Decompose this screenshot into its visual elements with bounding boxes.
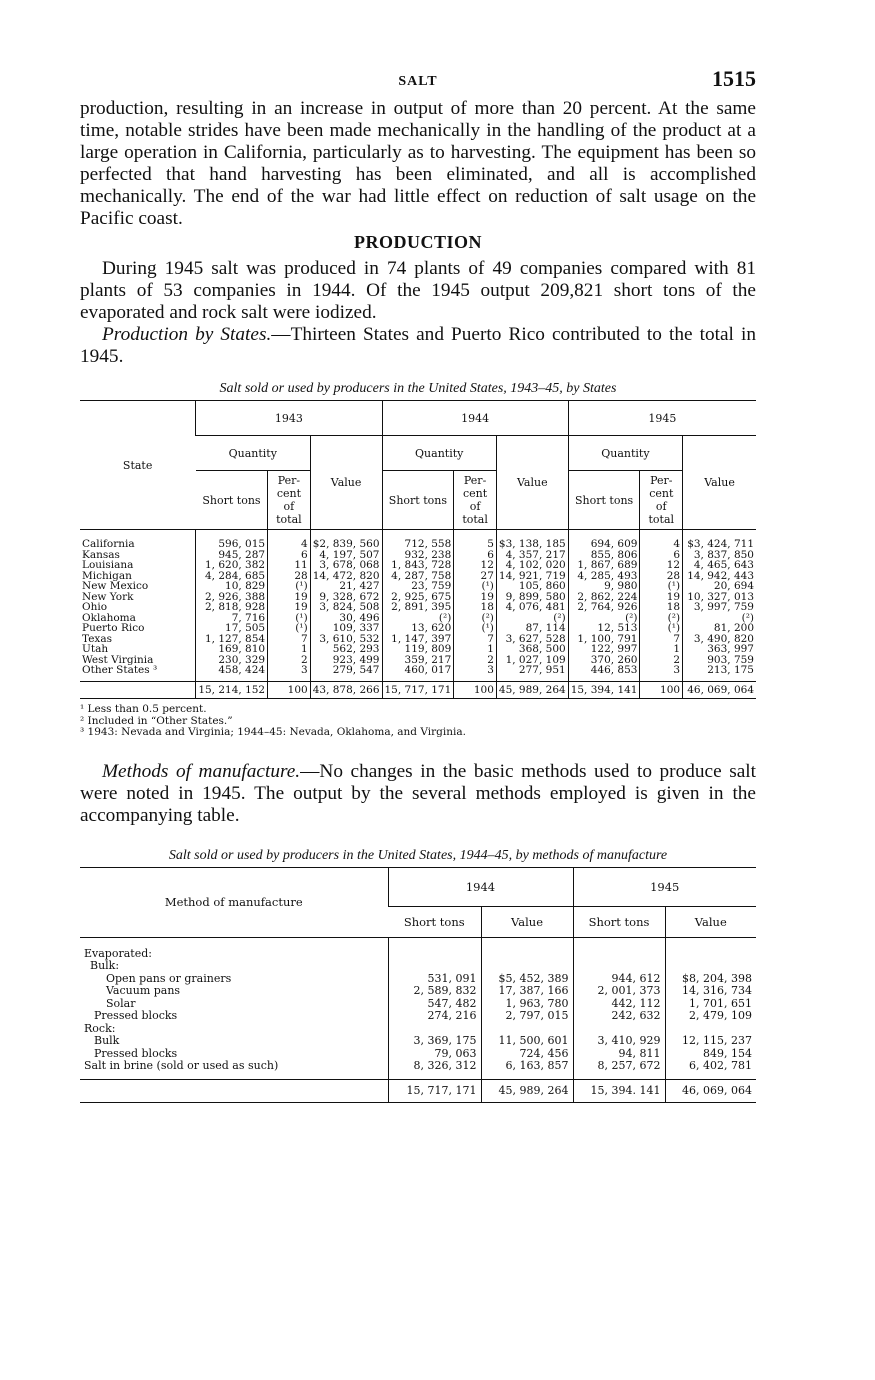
table-cell: 2, 818, 928 xyxy=(196,602,268,613)
table-cell: 6 xyxy=(454,550,497,561)
table-cell: (²) xyxy=(640,613,683,624)
total-label xyxy=(80,681,196,699)
table-cell: $5, 452, 389 xyxy=(481,973,573,986)
total-row xyxy=(80,1079,756,1103)
table-cell: 10, 327, 013 xyxy=(683,592,756,603)
table-cell: 2, 764, 926 xyxy=(568,602,640,613)
table-cell: 21, 427 xyxy=(310,581,382,592)
table-row xyxy=(80,530,756,550)
table-cell: 87, 114 xyxy=(496,623,568,634)
state-name: Oklahoma xyxy=(82,611,136,624)
table-cell: $3, 424, 711 xyxy=(683,530,756,550)
table-cell: 2, 862, 224 xyxy=(568,592,640,603)
state-name: Michigan xyxy=(82,569,132,582)
year-header: 1944 xyxy=(382,401,568,436)
table-cell: 368, 500 xyxy=(496,644,568,655)
table-cell: (¹) xyxy=(454,581,497,592)
table-row xyxy=(80,985,756,998)
total-cell: 15, 394. 141 xyxy=(573,1079,665,1103)
short-tons-header: Short tons xyxy=(196,471,268,530)
short-tons-header: Short tons xyxy=(388,906,481,937)
table-cell: 8, 326, 312 xyxy=(388,1060,481,1079)
table-cell: 849, 154 xyxy=(665,1048,756,1061)
table-cell: 4, 197, 507 xyxy=(310,550,382,561)
table-cell xyxy=(665,937,756,960)
table-cell: 3, 678, 068 xyxy=(310,560,382,571)
table1-caption: Salt sold or used by producers in the United States, 1943–45, by States xyxy=(219,381,617,396)
table-cell: 3 xyxy=(268,665,311,681)
production-paragraph: During 1945 salt was produced in 74 plants of 49 companies compared with 81 plants of 53 companies in 1944. Of the 1945 output 209,821 short tons of the evaporated and rock salt were iodized. xyxy=(80,258,756,323)
table-cell: 2, 479, 109 xyxy=(665,1010,756,1023)
year-header: 1943 xyxy=(196,401,382,436)
method-label: Evaporated: xyxy=(84,946,152,960)
table-cell: 23, 759 xyxy=(382,581,454,592)
table-row xyxy=(80,1035,756,1048)
table-cell: 27 xyxy=(454,571,497,582)
table1-footnotes xyxy=(80,704,756,739)
table-row xyxy=(80,581,756,592)
table-cell: 903, 759 xyxy=(683,655,756,666)
table-cell: 277, 951 xyxy=(496,665,568,681)
method-label: Open pans or grainers xyxy=(106,971,232,985)
table-cell: $8, 204, 398 xyxy=(665,973,756,986)
table-cell: 3 xyxy=(454,665,497,681)
table-cell: 3, 490, 820 xyxy=(683,634,756,645)
table-cell: 17, 505 xyxy=(196,623,268,634)
short-tons-header: Short tons xyxy=(568,471,640,530)
table-cell: 7, 716 xyxy=(196,613,268,624)
state-name: Other States ³ xyxy=(82,664,158,676)
value-header: Value xyxy=(683,436,756,530)
total-cell: 46, 069, 064 xyxy=(683,681,756,699)
table-cell: 3, 610, 532 xyxy=(310,634,382,645)
table-cell: 2, 001, 373 xyxy=(573,985,665,998)
table-cell: (¹) xyxy=(268,581,311,592)
year-header: 1944 xyxy=(388,867,573,906)
table-cell: 109, 337 xyxy=(310,623,382,634)
table-cell: (¹) xyxy=(268,613,311,624)
table-cell: 230, 329 xyxy=(196,655,268,666)
table-cell: (¹) xyxy=(640,581,683,592)
table-cell: 446, 853 xyxy=(568,665,640,681)
table-cell: (²) xyxy=(382,613,454,624)
table-cell: 855, 806 xyxy=(568,550,640,561)
table-cell: 2, 926, 388 xyxy=(196,592,268,603)
table-cell: 28 xyxy=(268,571,311,582)
table-cell: 105, 860 xyxy=(496,581,568,592)
table-cell: 724, 456 xyxy=(481,1048,573,1061)
total-cell: 43, 878, 266 xyxy=(310,681,382,699)
table-cell: 10, 829 xyxy=(196,581,268,592)
table-cell: 14, 316, 734 xyxy=(665,985,756,998)
table-row xyxy=(80,560,756,571)
table-cell: 30, 496 xyxy=(310,613,382,624)
value-header: Value xyxy=(496,436,568,530)
table-cell: 7 xyxy=(640,634,683,645)
salt-by-states-table xyxy=(80,400,756,699)
state-name: Ohio xyxy=(82,601,108,613)
table-cell: 6 xyxy=(640,550,683,561)
table-cell: 596, 015 xyxy=(196,530,268,550)
table-cell: 4 xyxy=(640,530,683,550)
table-cell: 11, 500, 601 xyxy=(481,1035,573,1048)
table-cell: 442, 112 xyxy=(573,998,665,1011)
table-cell: 6, 163, 857 xyxy=(481,1060,573,1079)
method-label: Salt in brine (sold or used as such) xyxy=(84,1059,279,1072)
value-header: Value xyxy=(310,436,382,530)
method-label: Vacuum pans xyxy=(106,984,181,997)
document-page xyxy=(80,66,756,1103)
total-cell: 15, 717, 171 xyxy=(382,681,454,699)
table-cell: 932, 238 xyxy=(382,550,454,561)
table-cell xyxy=(388,937,481,960)
table-cell: 18 xyxy=(454,602,497,613)
table-cell: 12, 513 xyxy=(568,623,640,634)
table-cell: 2, 925, 675 xyxy=(382,592,454,603)
total-cell: 15, 394, 141 xyxy=(568,681,640,699)
table-cell: (²) xyxy=(496,613,568,624)
table-cell: 1, 100, 791 xyxy=(568,634,640,645)
table-cell: (¹) xyxy=(640,623,683,634)
page-header xyxy=(80,66,756,98)
page-number: 1515 xyxy=(712,66,756,91)
table-cell xyxy=(573,960,665,973)
year-header: 1945 xyxy=(568,401,756,436)
table-cell: 13, 620 xyxy=(382,623,454,634)
total-cell: 15, 717, 171 xyxy=(388,1079,481,1103)
methods-lead: Methods of manufacture. xyxy=(102,760,301,782)
table-cell: 19 xyxy=(268,592,311,603)
state-name: Puerto Rico xyxy=(82,622,145,634)
table-cell: 5 xyxy=(454,530,497,550)
table-cell: 119, 809 xyxy=(382,644,454,655)
table-cell: 4, 102, 020 xyxy=(496,560,568,571)
table-cell xyxy=(573,937,665,960)
quantity-header: Quantity xyxy=(196,436,310,471)
table-cell: 14, 921, 719 xyxy=(496,571,568,582)
running-title: SALT xyxy=(398,74,438,89)
table-cell: 359, 217 xyxy=(382,655,454,666)
table-cell: 2, 589, 832 xyxy=(388,985,481,998)
table-cell: 242, 632 xyxy=(573,1010,665,1023)
table-cell: 122, 997 xyxy=(568,644,640,655)
percent-header: Per- cent of total xyxy=(454,471,497,530)
table-cell: 1, 867, 689 xyxy=(568,560,640,571)
table-cell: 4, 357, 217 xyxy=(496,550,568,561)
table-cell: (²) xyxy=(568,613,640,624)
table-cell: 531, 091 xyxy=(388,973,481,986)
table-cell: 1, 963, 780 xyxy=(481,998,573,1011)
footnote: ² Included in “Other States.” xyxy=(80,714,233,727)
table-cell xyxy=(388,960,481,973)
percent-header: Per- cent of total xyxy=(640,471,683,530)
methods-text: —No changes in the basic methods used to produce salt were noted in 1945. The output by the several methods employed is given in the accompanying table. xyxy=(80,760,756,826)
method-label: Bulk: xyxy=(90,959,120,972)
table-cell: 3, 824, 508 xyxy=(310,602,382,613)
table-cell: 19 xyxy=(454,592,497,603)
method-label: Bulk xyxy=(94,1034,120,1047)
table-cell: 1, 127, 854 xyxy=(196,634,268,645)
table-row xyxy=(80,1060,756,1079)
table-cell: 370, 260 xyxy=(568,655,640,666)
table-cell: 3, 410, 929 xyxy=(573,1035,665,1048)
table-cell: 944, 612 xyxy=(573,973,665,986)
table-cell: 274, 216 xyxy=(388,1010,481,1023)
table-cell: 458, 424 xyxy=(196,665,268,681)
table-cell: 9, 899, 580 xyxy=(496,592,568,603)
table-cell: 1 xyxy=(268,644,311,655)
table-cell: 79, 063 xyxy=(388,1048,481,1061)
table-row xyxy=(80,644,756,655)
total-cell: 100 xyxy=(640,681,683,699)
table-cell: 2, 891, 395 xyxy=(382,602,454,613)
table-cell: 2 xyxy=(268,655,311,666)
table-cell: $2, 839, 560 xyxy=(310,530,382,550)
table-cell: (²) xyxy=(683,613,756,624)
state-name: New York xyxy=(82,590,134,603)
table-row xyxy=(80,623,756,634)
table-cell: 17, 387, 166 xyxy=(481,985,573,998)
percent-header: Per- cent of total xyxy=(268,471,311,530)
table-cell: 8, 257, 672 xyxy=(573,1060,665,1079)
table-cell: (²) xyxy=(454,613,497,624)
table-cell: 1, 843, 728 xyxy=(382,560,454,571)
table-cell: (¹) xyxy=(268,623,311,634)
table-cell: 712, 558 xyxy=(382,530,454,550)
table-row xyxy=(80,937,756,960)
table-cell: 1, 620, 382 xyxy=(196,560,268,571)
table-cell xyxy=(665,960,756,973)
table-cell: 1, 147, 397 xyxy=(382,634,454,645)
table-row xyxy=(80,1010,756,1023)
method-label: Pressed blocks xyxy=(94,1009,178,1022)
table-cell: 2 xyxy=(640,655,683,666)
table-cell: 4, 287, 758 xyxy=(382,571,454,582)
state-name: New Mexico xyxy=(82,580,149,592)
table-cell: 12, 115, 237 xyxy=(665,1035,756,1048)
table-cell: 81, 200 xyxy=(683,623,756,634)
table-cell: 6, 402, 781 xyxy=(665,1060,756,1079)
states-text: —Thirteen States and Puerto Rico contributed to the total in 1945. xyxy=(80,324,756,367)
value-header: Value xyxy=(665,906,756,937)
table-cell: 945, 287 xyxy=(196,550,268,561)
methods-paragraph xyxy=(80,761,756,827)
table-cell: 1, 027, 109 xyxy=(496,655,568,666)
table-cell: 460, 017 xyxy=(382,665,454,681)
table-cell: 7 xyxy=(268,634,311,645)
table-cell: 4, 285, 493 xyxy=(568,571,640,582)
table-row xyxy=(80,960,756,973)
total-cell: 45, 989, 264 xyxy=(496,681,568,699)
method-label: Pressed blocks xyxy=(94,1046,178,1060)
table-cell: 9, 328, 672 xyxy=(310,592,382,603)
footnote: ³ 1943: Nevada and Virginia; 1944–45: Nevada, Oklahoma, and Virginia. xyxy=(80,726,466,738)
table-cell: 19 xyxy=(640,592,683,603)
table-cell: 3 xyxy=(640,665,683,681)
table-cell: 6 xyxy=(268,550,311,561)
table-cell: 7 xyxy=(454,634,497,645)
table-cell: 28 xyxy=(640,571,683,582)
short-tons-header: Short tons xyxy=(573,906,665,937)
table-cell: 923, 499 xyxy=(310,655,382,666)
quantity-header: Quantity xyxy=(382,436,496,471)
table-cell: 1 xyxy=(454,644,497,655)
short-tons-header: Short tons xyxy=(382,471,454,530)
table-cell: 94, 811 xyxy=(573,1048,665,1061)
year-header: 1945 xyxy=(573,867,756,906)
state-name: Texas xyxy=(82,632,112,645)
table-cell: 14, 472, 820 xyxy=(310,571,382,582)
state-name: West Virginia xyxy=(82,653,154,666)
table-cell: 2, 797, 015 xyxy=(481,1010,573,1023)
table-cell: (¹) xyxy=(454,623,497,634)
table-cell: 3, 627, 528 xyxy=(496,634,568,645)
total-cell: 100 xyxy=(268,681,311,699)
table-cell: 4, 465, 643 xyxy=(683,560,756,571)
table-cell: 2 xyxy=(454,655,497,666)
table-cell: 547, 482 xyxy=(388,998,481,1011)
table-cell: 4, 284, 685 xyxy=(196,571,268,582)
total-label xyxy=(80,1079,388,1103)
table-cell: 11 xyxy=(268,560,311,571)
table-cell: 3, 837, 850 xyxy=(683,550,756,561)
quantity-header: Quantity xyxy=(568,436,682,471)
salt-by-method-table xyxy=(80,867,756,1104)
state-name: California xyxy=(82,538,135,550)
table-cell: 169, 810 xyxy=(196,644,268,655)
table-cell: 3, 369, 175 xyxy=(388,1035,481,1048)
table-cell: 694, 609 xyxy=(568,530,640,550)
table-cell: 9, 980 xyxy=(568,581,640,592)
table-cell: 20, 694 xyxy=(683,581,756,592)
table-cell: 363, 997 xyxy=(683,644,756,655)
states-paragraph xyxy=(80,324,756,368)
method-header: Method of manufacture xyxy=(80,867,388,937)
table2-caption: Salt sold or used by producers in the United States, 1944–45, by methods of manufacture xyxy=(168,847,668,863)
total-cell: 45, 989, 264 xyxy=(481,1079,573,1103)
table-cell: 12 xyxy=(640,560,683,571)
total-row xyxy=(80,681,756,699)
table-cell: 1, 701, 651 xyxy=(665,998,756,1011)
state-name: Utah xyxy=(82,643,109,655)
method-label: Solar xyxy=(106,996,136,1010)
table-cell: $3, 138, 185 xyxy=(496,530,568,550)
section-heading: PRODUCTION xyxy=(353,232,482,252)
footnote: ¹ Less than 0.5 percent. xyxy=(80,703,207,715)
table-cell: 4 xyxy=(268,530,311,550)
total-cell: 15, 214, 152 xyxy=(196,681,268,699)
table-row xyxy=(80,602,756,613)
states-lead: Production by States. xyxy=(102,324,272,345)
table-cell: 3, 997, 759 xyxy=(683,602,756,613)
table-cell: 279, 547 xyxy=(310,665,382,681)
table-cell: 213, 175 xyxy=(683,665,756,681)
state-name: Kansas xyxy=(82,548,120,561)
table-cell: 4, 076, 481 xyxy=(496,602,568,613)
total-cell: 46, 069, 064 xyxy=(665,1079,756,1103)
table-cell: 14, 942, 443 xyxy=(683,571,756,582)
table-cell: 19 xyxy=(268,602,311,613)
method-label: Rock: xyxy=(84,1021,116,1035)
value-header: Value xyxy=(481,906,573,937)
table-cell: 12 xyxy=(454,560,497,571)
total-cell: 100 xyxy=(454,681,497,699)
table-cell: 18 xyxy=(640,602,683,613)
table-cell: 1 xyxy=(640,644,683,655)
table-row xyxy=(80,665,756,681)
state-header: State xyxy=(80,401,196,530)
table-cell xyxy=(481,960,573,973)
table-cell: 562, 293 xyxy=(310,644,382,655)
table-cell xyxy=(481,937,573,960)
state-name: Louisiana xyxy=(82,559,134,571)
intro-paragraph: production, resulting in an increase in output of more than 20 percent. At the same time, notable strides have been made mechanically in the handling of the product at a large operation in California, particularly as to harvesting. The equipment has been so perfected that hand harvesting has been eliminated, and all is accomplished mechanically. The end of the war had little effect on reduction of salt usage on the Pacific coast. xyxy=(80,98,756,229)
